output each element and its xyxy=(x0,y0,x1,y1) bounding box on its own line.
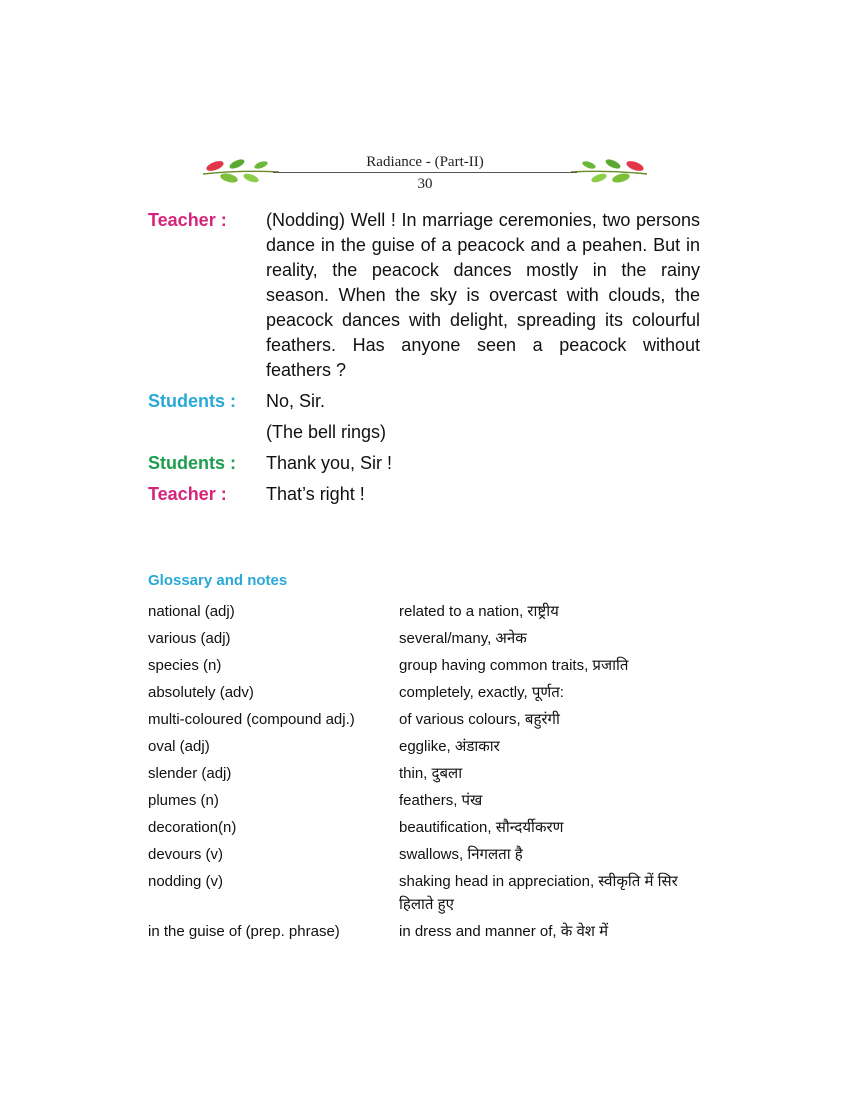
page-number: 30 xyxy=(417,176,433,192)
glossary-definition: swallows, निगलता है xyxy=(399,846,523,863)
glossary-definition: related to a nation, राष्ट्रीय xyxy=(399,603,559,620)
glossary-definition: group having common traits, प्रजाति xyxy=(399,657,629,674)
glossary-entry xyxy=(148,708,708,731)
glossary-term: various (adj) xyxy=(148,630,231,647)
glossary-term: slender (adj) xyxy=(148,765,232,782)
glossary-list xyxy=(148,600,708,947)
glossary-term: plumes (n) xyxy=(148,792,219,809)
glossary-entry xyxy=(148,627,708,650)
dialogue-line xyxy=(148,420,708,445)
glossary-term: devours (v) xyxy=(148,846,224,863)
glossary-term: national (adj) xyxy=(148,603,235,620)
stage-direction: (The bell rings) xyxy=(266,422,387,442)
speech-text: (Nodding) Well ! In marriage ceremonies, two persons dance in the guise of a peacock and a peahen. But in reality, the peacock dances mostly in the rainy season. When the sky is overcast with clouds, the peacock dances with delight, spreading its colourful feathers. Has anyone seen a peacock without feathers ? xyxy=(266,210,700,380)
glossary-entry xyxy=(148,735,708,758)
speaker-label: Teacher : xyxy=(148,210,227,230)
glossary-entry xyxy=(148,789,708,812)
glossary-term: nodding (v) xyxy=(148,873,224,890)
speaker-label: Students : xyxy=(148,453,236,473)
glossary-definition: feathers, पंख xyxy=(399,792,483,809)
dialogue-line xyxy=(148,482,708,507)
glossary-definition: in dress and manner of, के वेश में xyxy=(399,923,609,940)
glossary-term: in the guise of (prep. phrase) xyxy=(148,923,340,940)
glossary-term: absolutely (adv) xyxy=(148,684,254,701)
glossary-definition: of various colours, बहुरंगी xyxy=(399,711,560,728)
page-header xyxy=(195,150,655,200)
glossary-entry xyxy=(148,681,708,704)
glossary-heading: Glossary and notes xyxy=(148,572,288,589)
glossary-term: multi-coloured (compound adj.) xyxy=(148,711,355,728)
glossary-definition: completely, exactly, पूर्णत: xyxy=(399,684,564,701)
glossary-entry xyxy=(148,600,708,623)
dialogue-line xyxy=(148,451,708,476)
glossary-entry xyxy=(148,816,708,839)
dialogue xyxy=(148,208,708,513)
speech-text: No, Sir. xyxy=(266,391,326,411)
header-divider xyxy=(273,172,577,173)
glossary-entry xyxy=(148,920,708,943)
dialogue-line xyxy=(148,389,708,414)
glossary-definition: egglike, अंडाकार xyxy=(399,738,500,755)
speech-text: Thank you, Sir ! xyxy=(266,453,393,473)
book-title: Radiance - (Part-II) xyxy=(366,154,484,170)
glossary-definition: beautification, सौन्दर्यीकरण xyxy=(399,819,564,836)
speaker-label: Students : xyxy=(148,391,236,411)
glossary-definition: several/many, अनेक xyxy=(399,630,527,647)
glossary-entry xyxy=(148,762,708,785)
glossary-definition: shaking head in appreciation, स्वीकृति में सिर हिलाते हुए xyxy=(399,873,678,913)
speech-text: That’s right ! xyxy=(266,484,365,504)
glossary-definition: thin, दुबला xyxy=(399,765,463,782)
glossary-entry xyxy=(148,843,708,866)
glossary-term: oval (adj) xyxy=(148,738,210,755)
speaker-label: Teacher : xyxy=(148,484,227,504)
glossary-term: decoration(n) xyxy=(148,819,237,836)
glossary-term: species (n) xyxy=(148,657,222,674)
glossary-entry xyxy=(148,870,708,916)
dialogue-line xyxy=(148,208,708,383)
glossary-entry xyxy=(148,654,708,677)
